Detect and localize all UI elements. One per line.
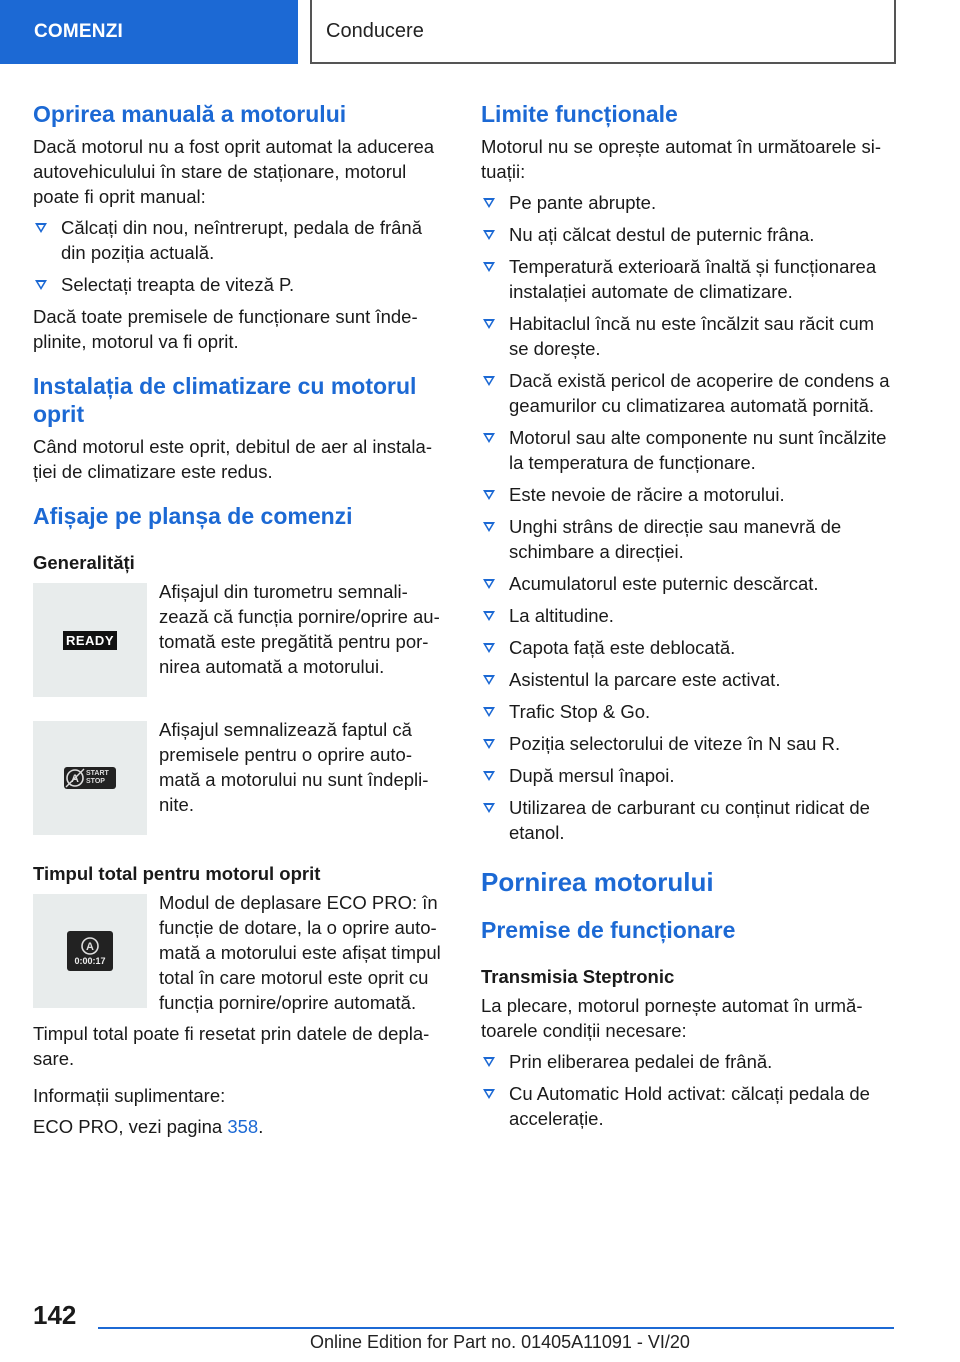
bullet-triangle-icon bbox=[483, 262, 495, 272]
section-tab bbox=[0, 0, 298, 64]
ready-display-image bbox=[33, 583, 147, 697]
list-item-text: Habitaclul încă nu este încălzit sau răcit cum se dorește. bbox=[509, 313, 875, 359]
list-item bbox=[481, 311, 895, 361]
bullet-triangle-icon bbox=[483, 771, 495, 781]
timer-value: 0:00:17 bbox=[74, 956, 106, 966]
paragraph: Când motorul este oprit, debitul de aer al instalației de climatizare este redus. bbox=[33, 436, 433, 482]
bullet-triangle-icon bbox=[483, 490, 495, 500]
list-item-text: Selectați treapta de viteză P. bbox=[61, 274, 295, 295]
section-title: COMENZI bbox=[34, 21, 124, 42]
paragraph: Timpul total poate fi resetat prin datele de deplasare. bbox=[33, 1023, 430, 1069]
limits-list bbox=[481, 190, 895, 845]
list-item-text: Dacă există pericol de acoperire de condens a geamurilor cu climatizarea automată pornită. bbox=[509, 370, 890, 416]
paragraph: La plecare, motorul pornește automat în următoarele condiții necesare: bbox=[481, 995, 863, 1041]
list-item bbox=[481, 254, 895, 304]
list-item bbox=[481, 603, 895, 628]
bullet-triangle-icon bbox=[35, 280, 47, 290]
startstop-unavailable-image bbox=[33, 721, 147, 835]
list-item bbox=[481, 514, 895, 564]
paragraph: Informații suplimentare: bbox=[33, 1085, 226, 1106]
list-item-text: Cu Automatic Hold activat: călcați pedala de accelerație. bbox=[509, 1083, 870, 1129]
auto-startstop-icon bbox=[80, 936, 100, 956]
paragraph: Afișajul din turometru semnalizează că funcția pornire/oprire automată este pregătită pentru pornirea automată a motorului. bbox=[159, 581, 440, 677]
list-item-text: Pe pante abrupte. bbox=[509, 192, 657, 213]
list-item bbox=[481, 425, 895, 475]
list-item-text: Este nevoie de răcire a motorului. bbox=[509, 484, 785, 505]
paragraph: Dacă toate premisele de funcționare sunt îndeplinite, motorul va fi oprit. bbox=[33, 306, 418, 352]
list-item bbox=[33, 272, 445, 297]
bullet-triangle-icon bbox=[483, 433, 495, 443]
timer-figure-row bbox=[33, 890, 445, 1015]
svg-text:A: A bbox=[86, 941, 94, 953]
list-item bbox=[481, 635, 895, 660]
list-item bbox=[481, 667, 895, 692]
bullet-triangle-icon bbox=[483, 319, 495, 329]
heading-displays: Afișaje pe planșa de comenzi bbox=[33, 503, 353, 529]
list-item bbox=[481, 222, 895, 247]
list-item-text: Poziția selectorului de viteze în N sau R. bbox=[509, 733, 841, 754]
bullet-triangle-icon bbox=[483, 803, 495, 813]
stop-text: STOP bbox=[86, 778, 105, 785]
list-item-text: După mersul înapoi. bbox=[509, 765, 675, 786]
start-conditions-list bbox=[481, 1049, 895, 1131]
list-item-text: Temperatură exterioară înaltă și funcționarea instalației automate de climatizare. bbox=[509, 256, 877, 302]
bullet-triangle-icon bbox=[35, 223, 47, 233]
left-column bbox=[33, 100, 445, 1139]
bullet-triangle-icon bbox=[483, 376, 495, 386]
chapter-title: Conducere bbox=[326, 19, 424, 42]
list-item bbox=[481, 731, 895, 756]
bullet-triangle-icon bbox=[483, 579, 495, 589]
list-item-text: Capota față este deblocată. bbox=[509, 637, 736, 658]
list-item bbox=[481, 699, 895, 724]
bullet-triangle-icon bbox=[483, 739, 495, 749]
list-item bbox=[481, 571, 895, 596]
paragraph: Motorul nu se oprește automat în următoarele situații: bbox=[481, 136, 882, 182]
list-item-text: Călcați din nou, neîntrerupt, pedala de frână din poziția actuală. bbox=[61, 217, 422, 263]
page-link-358[interactable]: 358 bbox=[227, 1116, 259, 1137]
bullet-triangle-icon bbox=[483, 707, 495, 717]
list-item-text: Asistentul la parcare este activat. bbox=[509, 669, 781, 690]
ready-figure-row bbox=[33, 579, 445, 697]
heading-total-time: Timpul total pentru motorul oprit bbox=[33, 863, 321, 884]
list-item-text: La altitudine. bbox=[509, 605, 614, 626]
list-item-text: Prin eliberarea pedalei de frână. bbox=[509, 1051, 773, 1072]
list-item-text: Unghi strâns de direcție sau manevră de schimbare a direcției. bbox=[509, 516, 842, 562]
list-item-text: Motorul sau alte componente nu sunt încălzite la temperatura de funcționare. bbox=[509, 427, 887, 473]
paragraph: Dacă motorul nu a fost oprit automat la aducerea autovehiculului în stare de staționare, motorul poate fi oprit manual: bbox=[33, 136, 435, 207]
svg-text:A: A bbox=[71, 773, 79, 785]
list-item bbox=[481, 1049, 895, 1074]
eco-pro-reference bbox=[33, 1114, 445, 1139]
heading-steptronic: Transmisia Steptronic bbox=[481, 966, 675, 987]
ready-label: READY bbox=[63, 631, 117, 650]
list-item-text: Acumulatorul este puternic descărcat. bbox=[509, 573, 819, 594]
footer-divider bbox=[98, 1327, 894, 1329]
startstop-figure-row bbox=[33, 717, 445, 835]
heading-limits: Limite funcționale bbox=[481, 101, 678, 127]
list-item-text: Trafic Stop & Go. bbox=[509, 701, 651, 722]
list-item-text: Utilizarea de carburant cu conținut ridicat de etanol. bbox=[509, 797, 870, 843]
heading-general: Generalități bbox=[33, 552, 135, 573]
list-item bbox=[481, 482, 895, 507]
list-item bbox=[33, 215, 445, 265]
bullet-triangle-icon bbox=[483, 643, 495, 653]
ref-text: ECO PRO, vezi pagina bbox=[33, 1116, 223, 1137]
list-item-text: Nu ați călcat destul de puternic frâna. bbox=[509, 224, 815, 245]
heading-engine-start: Pornirea motorului bbox=[481, 867, 714, 897]
manual-stop-list bbox=[33, 215, 445, 297]
bullet-triangle-icon bbox=[483, 1089, 495, 1099]
list-item bbox=[481, 795, 895, 845]
bullet-triangle-icon bbox=[483, 230, 495, 240]
bullet-triangle-icon bbox=[483, 522, 495, 532]
paragraph: Modul de deplasare ECO PRO: în funcție de dotare, la o oprire automată a motorului este afișat timpul total în care motorul este oprit cu funcția pornire/oprire automată. bbox=[159, 892, 441, 1013]
right-column bbox=[481, 100, 895, 1138]
page-number: 142 bbox=[33, 1300, 77, 1330]
start-text: START bbox=[86, 770, 109, 777]
edition-text: Online Edition for Part no. 01405A11091 - VI/20 bbox=[310, 1332, 690, 1352]
heading-manual-stop: Oprirea manuală a motorului bbox=[33, 101, 347, 127]
heading-prerequisites: Premise de funcționare bbox=[481, 917, 736, 943]
chapter-tab bbox=[310, 0, 896, 64]
list-item bbox=[481, 190, 895, 215]
startstop-off-icon bbox=[64, 767, 116, 789]
list-item bbox=[481, 763, 895, 788]
timer-panel bbox=[67, 931, 113, 971]
list-item bbox=[481, 1081, 895, 1131]
paragraph: Afișajul semnalizează faptul că premisele pentru o oprire automată a motorului nu sunt îndeplinite. bbox=[159, 719, 429, 815]
timer-display-image bbox=[33, 894, 147, 1008]
list-item bbox=[481, 368, 895, 418]
bullet-triangle-icon bbox=[483, 611, 495, 621]
bullet-triangle-icon bbox=[483, 675, 495, 685]
heading-climate: Instalația de climatizare cu motorul oprit bbox=[33, 373, 417, 427]
bullet-triangle-icon bbox=[483, 198, 495, 208]
bullet-triangle-icon bbox=[483, 1057, 495, 1067]
ref-end: . bbox=[258, 1116, 264, 1137]
